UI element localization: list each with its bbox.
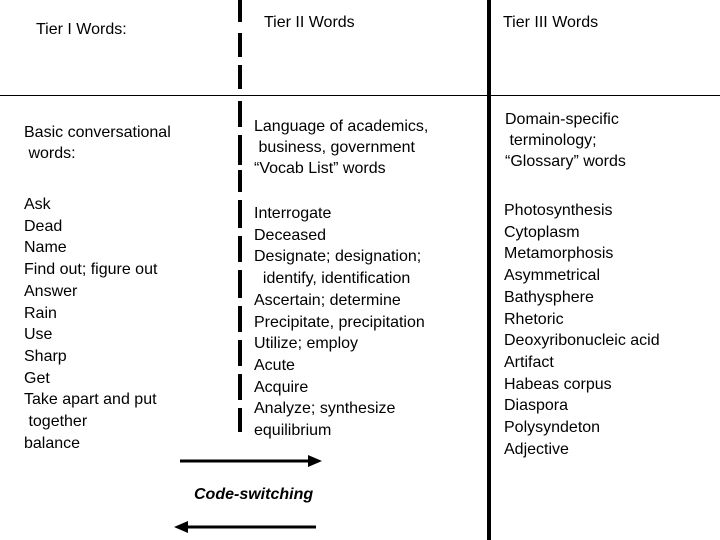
list-item: Deoxyribonucleic acid [504, 332, 660, 350]
list-item: Artifact [504, 353, 554, 371]
list-item: Name [24, 239, 67, 257]
tier3-description: Domain-specific terminology; “Glossary” words [505, 111, 626, 170]
list-item: Take apart and put [24, 391, 157, 409]
list-item: Rhetoric [504, 310, 564, 328]
list-item: Precipitate, precipitation [254, 313, 425, 331]
tier2-header: Tier II Words [264, 14, 355, 31]
right-arrow-icon [180, 455, 322, 467]
list-item: Ask [24, 196, 51, 213]
list-item: Rain [24, 304, 57, 322]
list-item: Dead [24, 217, 63, 235]
list-item: Habeas corpus [504, 375, 612, 393]
list-item: Photosynthesis [504, 202, 613, 219]
list-item: Answer [24, 282, 78, 300]
list-item: Bathysphere [504, 288, 594, 306]
list-item: Deceased [254, 226, 327, 244]
list-item: Adjective [504, 440, 569, 458]
list-item: Polysyndeton [504, 419, 601, 437]
list-item: Cytoplasm [504, 223, 580, 241]
list-item: Get [24, 369, 50, 387]
list-item: Interrogate [254, 205, 332, 222]
list-item: Diaspora [504, 397, 569, 415]
list-item: Asymmetrical [504, 267, 601, 285]
list-item: balance [24, 434, 81, 452]
list-item: Acquire [254, 378, 309, 396]
list-item: Find out; figure out [24, 261, 158, 279]
list-item: identify, identification [254, 270, 411, 288]
code-switching-label: Code-switching [194, 486, 314, 503]
list-item: Acute [254, 356, 295, 374]
list-item: Sharp [24, 347, 67, 365]
tier1-description: Basic conversational words: [24, 124, 171, 162]
left-arrow-icon [174, 521, 316, 533]
tier3-header: Tier III Words [503, 14, 599, 31]
list-item: Ascertain; determine [254, 291, 401, 309]
list-item: Use [24, 326, 53, 344]
tier2-description: Language of academics, business, government “Vocab List” words [254, 118, 429, 177]
list-item: Metamorphosis [504, 245, 614, 263]
list-item: Utilize; employ [254, 335, 359, 353]
list-item: Analyze; synthesize [254, 400, 396, 418]
list-item: Designate; designation; [254, 248, 422, 266]
list-item: together [24, 413, 88, 431]
tier1-header: Tier I Words: [36, 21, 127, 38]
list-item: equilibrium [254, 422, 332, 440]
